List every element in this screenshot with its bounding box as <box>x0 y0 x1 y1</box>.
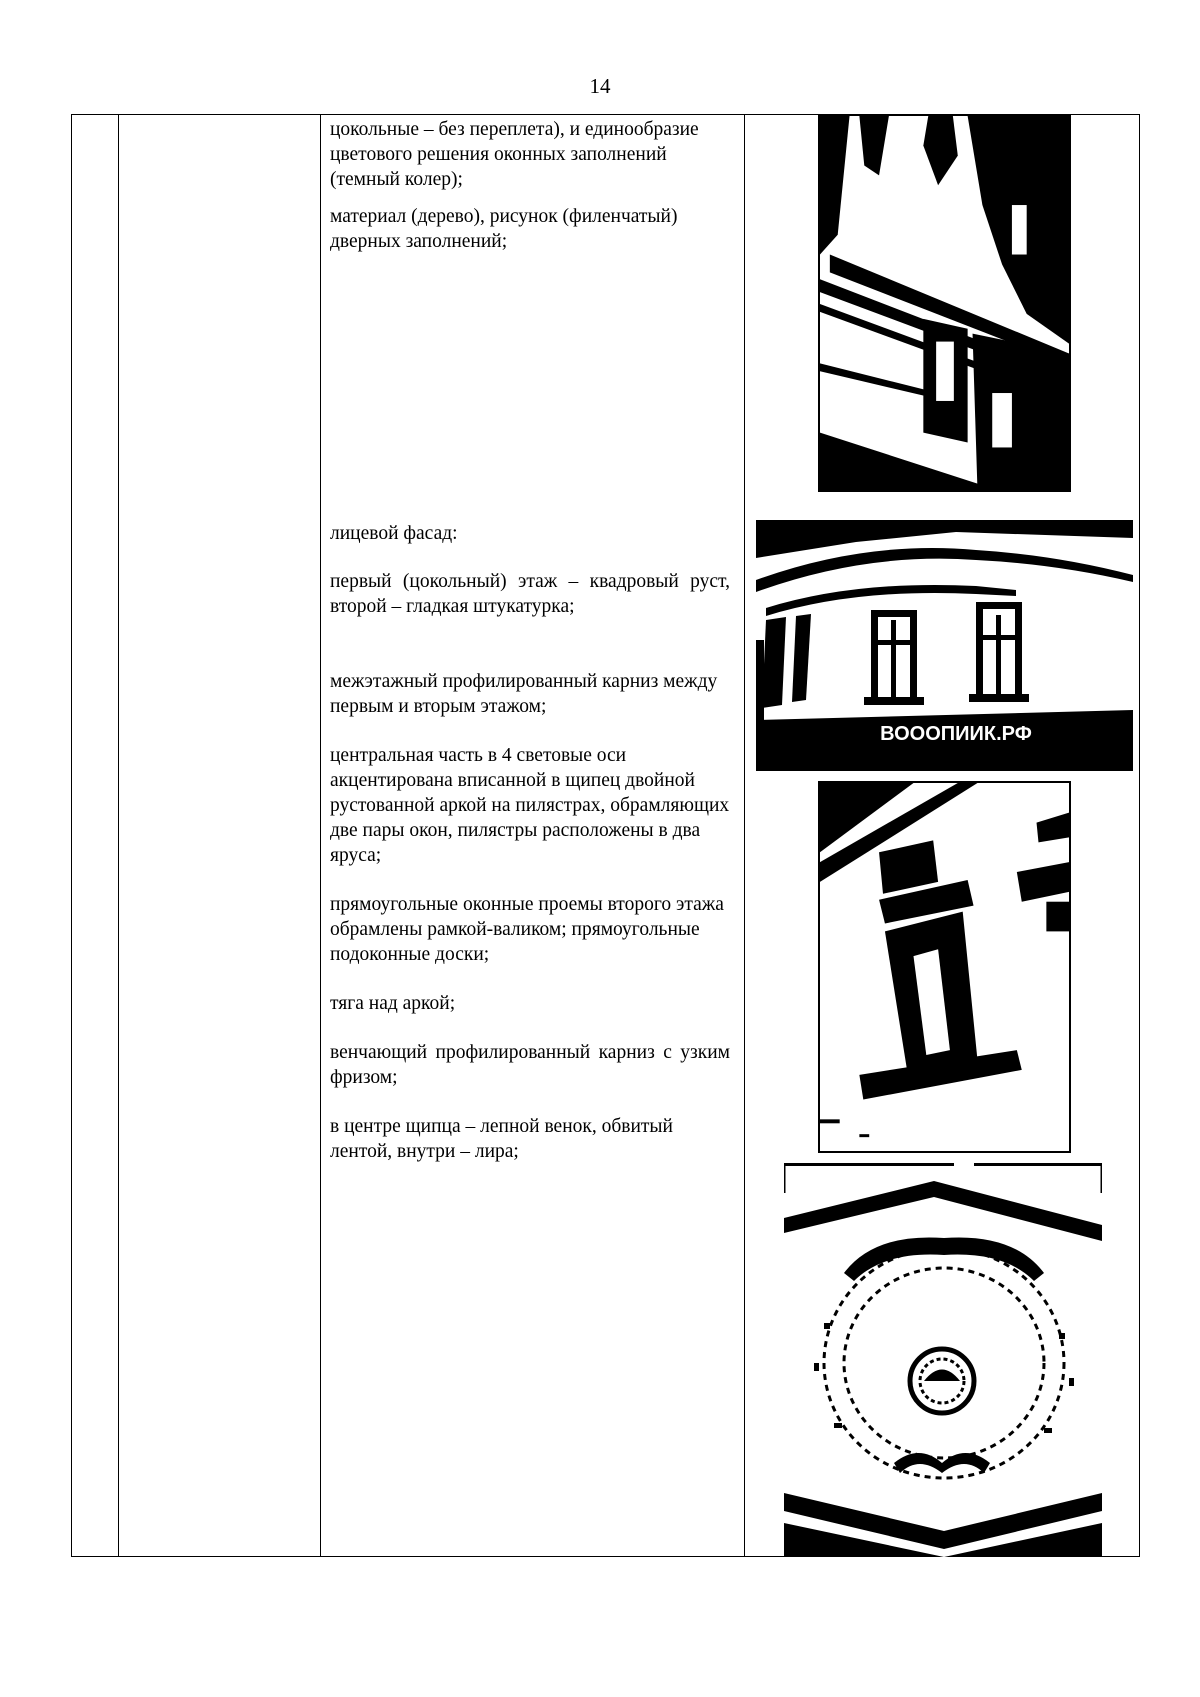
column-divider-3 <box>744 115 745 1556</box>
text-paragraph: венчающий профилированный карниз с узким фризом; <box>330 1042 730 1088</box>
facade-windows-photo <box>756 520 1133 771</box>
text-paragraph: тяга над аркой; <box>330 993 456 1014</box>
text-paragraph: первый (цокольный) этаж – квадровый руст, второй – гладкая штукатурка; <box>330 571 730 617</box>
description-block-2 <box>330 521 730 1164</box>
text-paragraph: центральная часть в 4 световые оси акцентирована вписанной в щипец двойной рустованной аркой на пилястрах, обрамляющих две пары окон, пилястры расположены в два яруса; <box>330 745 730 866</box>
facade-sign-text: ВОООПИИК.РФ <box>880 723 1032 745</box>
description-block-1 <box>330 117 730 254</box>
column-divider-2 <box>320 115 321 1556</box>
text-paragraph: материал (дерево), рисунок (филенчатый) дверных заполнений; <box>330 206 678 252</box>
wreath-lyre-photo <box>784 1163 1102 1557</box>
text-paragraph: цокольные – без переплета), и единообразие цветового решения оконных заполнений (темный колер); <box>330 119 699 190</box>
facade-doorway-photo <box>818 114 1071 492</box>
text-paragraph: в центре щипца – лепной венок, обвитый лентой, внутри – лира; <box>330 1116 673 1162</box>
text-paragraph: прямоугольные оконные проемы второго этажа обрамлены рамкой-валиком; прямоугольные подоконные доски; <box>330 894 724 965</box>
text-paragraph: лицевой фасад: <box>330 523 458 544</box>
text-paragraph: межэтажный профилированный карниз между первым и вторым этажом; <box>330 671 718 717</box>
page-number: 14 <box>589 74 611 98</box>
window-closeup-photo <box>818 781 1071 1153</box>
column-divider-1 <box>118 115 119 1556</box>
